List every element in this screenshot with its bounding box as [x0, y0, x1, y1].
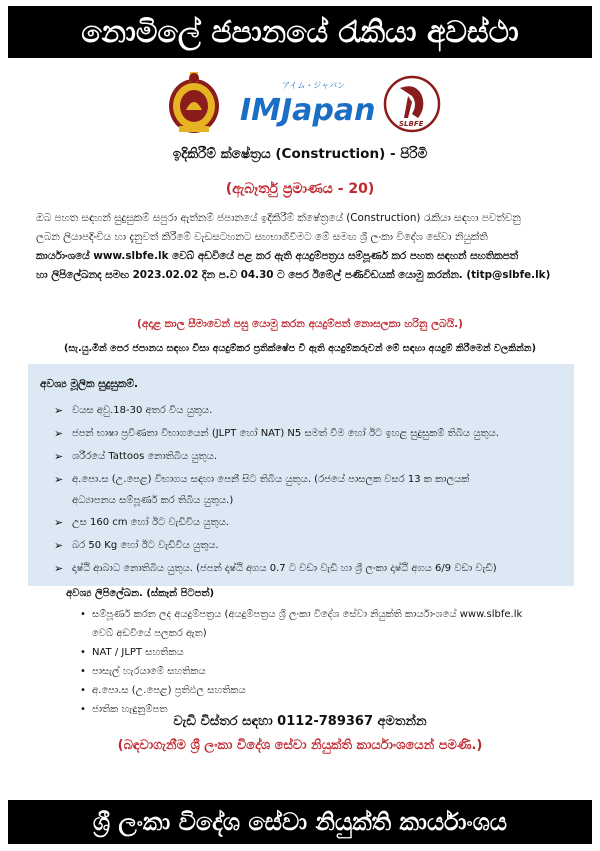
- header-title: නොමිලේ ජපානයේ රැකියා අවස්ථා: [81, 14, 519, 50]
- documents-title: අවශ්‍ය ලිපිලේඛන. (ස්කෑන් පිටපත්): [66, 588, 215, 599]
- intro-line-1: ඔබ පහත සඳහන් සුදුසුකම් සපුරා ඇත්නම් ජපානයේ ඉදිකිරීම් ක්ෂේත්‍රයේ (Construction) රැකියා සඳහා පවත්වනු: [36, 212, 521, 224]
- arrow-bullet-icon: ➢: [54, 473, 64, 486]
- list-item: ➢ වයස අවු.18-30 අතර විය යුතුය.: [54, 399, 562, 422]
- header-banner: [8, 6, 592, 58]
- list-item: ➢ බර 50 Kg හෝ ඊට වැඩිවිය යුතුය.: [54, 534, 562, 557]
- visa-rejection-note: (සැ.යු.මින් පෙර ජපානය සඳහා වීසා අයදුම්කර ප්‍රතික්ෂේප වී ඇති අයදුම්කරුවන් මේ සඳහා අයදුම් කිරීමෙන් වලකින්න): [63, 343, 536, 354]
- list-item: ➢ අ.පො.ස (උ.පෙළ) විභාගය සඳහා පෙනී සිට තිබිය යුතුය. (රජයේ පාසලක වසර 13 ක කාලයක් අධ්‍යාපනය සම්පූර්ණ කර තිබිය යුතුය.): [54, 468, 562, 511]
- requirements-title: අවශ්‍ය මූලික සුදුසුකම්.: [40, 378, 138, 390]
- list-item: • ජාතික හැඳුනුම්පත: [80, 700, 576, 719]
- list-item-continuation: අධ්‍යාපනය සම්පූර්ණ කර තිබිය යුතුය.): [72, 495, 234, 506]
- imjapan-wordmark: IMJapan: [240, 93, 376, 128]
- list-item: • NAT / JLPT සහතිකය: [80, 643, 576, 662]
- list-item: ➢ දෘෂ්ඨි ආබාධ නොතිබිය යුතුය. (ජපන් දෘෂ්ඨි අගය 0.7 ට වඩා වැඩි හා ශ්‍රී ලංකා දෘෂ්ඨි අගය 6/9 වඩා වැඩි): [54, 557, 562, 580]
- intro-line-2: ලබන ලියාපදිංචිය හා දැනුවත් කිරීමේ වැඩසටහනට සහභාගිවීමට මේ සමඟ ශ්‍රී ලංකා විදේශ සේවා නියුක්ති: [36, 231, 488, 243]
- sri-lanka-emblem-icon: [165, 70, 223, 136]
- contact-phone: වැඩි විස්තර සඳහා 0112-789367 අමතන්න: [173, 714, 427, 729]
- arrow-bullet-icon: ➢: [54, 562, 64, 575]
- arrow-bullet-icon: ➢: [54, 539, 64, 552]
- documents-section: [66, 588, 576, 719]
- vacancy-count: (ඇබෑර්තු ප්‍රමාණය - 20): [225, 181, 375, 197]
- list-item-continuation: වෙබ් අඩවියේ පලකර ඇත): [92, 628, 207, 639]
- bullet-icon: •: [80, 704, 86, 715]
- list-item: ➢ උස 160 cm හෝ ඊට වැඩිවිය යුතුය.: [54, 511, 562, 534]
- list-item: • අ.පො.ස (උ.පෙළ) ප්‍රතිඵල සහතිකය: [80, 681, 576, 700]
- intro-line-3: කාර්යාංශයේ www.slbfe.lk වෙබ් අඩවියේ පළ කර ඇති අයදුම්පත්‍රය සම්පූර්ණ කර පහත සඳහන් සහතිකපත්: [36, 250, 519, 262]
- arrow-bullet-icon: ➢: [54, 516, 64, 529]
- list-item: • පාසැල් හැරයාමේ සහතිකය: [80, 662, 576, 681]
- bullet-icon: •: [80, 609, 86, 620]
- slbfe-wordmark: SLBFE: [399, 120, 424, 128]
- documents-list: [66, 605, 576, 719]
- arrow-bullet-icon: ➢: [54, 450, 64, 463]
- list-item: • සම්පූර්ණ කරන ලද අයදුම්පත්‍රය (අයදුම්පත්‍රය ශ්‍රී ලංකා විදේශ සේවා නියුක්ති කාර්යාංශයේ www.slbfe.lk වෙබ් අඩවියේ පලකර ඇත): [80, 605, 576, 643]
- list-item: ➢ ජපන් භාෂා ප්‍රවීණතා විභාගයෙන් (JLPT හෝ NAT) N5 සමත් වීම හෝ ඊට ඉහළ සුදුසුකම් තිබිය යුතුය.: [54, 422, 562, 445]
- bullet-icon: •: [80, 666, 86, 677]
- slbfe-logo-icon: [382, 74, 442, 134]
- list-item: ➢ ශරීරයේ Tattoos නොතිබිය යුතුය.: [54, 445, 562, 468]
- intro-paragraph: [36, 209, 568, 285]
- imjapan-katakana: アイム・ジャパン: [282, 81, 346, 90]
- intro-line-4: හා ලිපිලේඛනද සමඟ 2023.02.02 දින ප.ව 04.30 ට පෙර ඊමේල් පණිවිඩයක් යොමු කරන්න. (titp@slbfe.lk): [36, 269, 551, 281]
- requirements-list: [40, 399, 562, 580]
- requirements-box: [28, 364, 574, 586]
- logo-row: [0, 68, 600, 140]
- late-application-warning: (අදාළ කාල සීමාවෙන් පසු යොමු කරන අයදුම්පත් නොසලකා හරිනු ලබයි.): [137, 318, 463, 330]
- imjapan-logo-icon: [238, 78, 376, 128]
- recruitment-note: (බඳවාගැනීම ශ්‍රී ලංකා විදේශ සේවා නියුක්ති කාර්යාංශයෙන් පමණි.): [117, 738, 483, 753]
- bullet-icon: •: [80, 685, 86, 696]
- bullet-icon: •: [80, 647, 86, 658]
- footer-title: ශ්‍රී ලංකා විදේශ සේවා නියුක්ති කාර්යාංශය: [92, 808, 508, 836]
- sector-title: ඉදිකිරීම් ක්ෂේත්‍රය (Construction) - පිරිමි: [172, 146, 428, 162]
- arrow-bullet-icon: ➢: [54, 404, 64, 417]
- arrow-bullet-icon: ➢: [54, 427, 64, 440]
- footer-banner: [8, 800, 592, 844]
